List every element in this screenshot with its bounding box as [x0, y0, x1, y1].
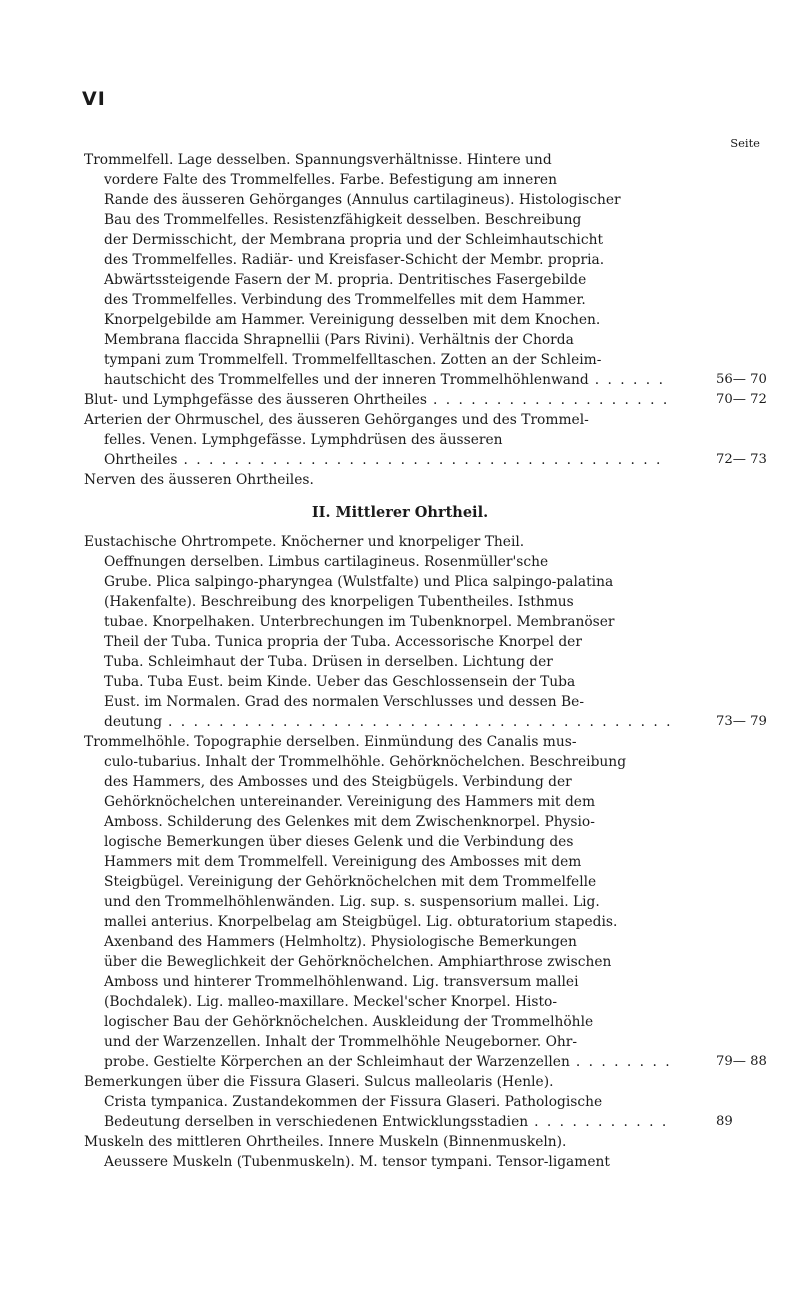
toc-line [84, 1072, 756, 1092]
toc-line [84, 1012, 756, 1032]
toc-line [84, 150, 756, 170]
toc-line-text: Trommelfell. Lage desselben. Spannungsverhältnisse. Hintere und [84, 152, 552, 168]
toc-line-text: felles. Venen. Lymphgefässe. Lymphdrüsen des äusseren [104, 432, 503, 448]
toc-line-text: Tuba. Schleimhaut der Tuba. Drüsen in derselben. Lichtung der [104, 654, 553, 670]
toc-line-text: Eust. im Normalen. Grad des normalen Verschlusses und dessen Be- [104, 694, 585, 710]
toc-line [84, 552, 756, 572]
page-range: 70— 72 [716, 392, 767, 407]
toc-line [84, 450, 767, 470]
toc-line [84, 592, 756, 612]
toc-line [84, 792, 756, 812]
toc-line [84, 852, 756, 872]
toc-line [84, 1112, 756, 1132]
toc-line [84, 430, 756, 450]
toc-line-text: (Bochdalek). Lig. malleo-maxillare. Meckel'scher Knorpel. Histo- [104, 994, 558, 1010]
toc-line [84, 230, 756, 250]
toc-line [84, 1132, 756, 1152]
toc-line [84, 1032, 756, 1052]
toc-line [84, 370, 767, 390]
toc-line [84, 972, 756, 992]
toc-line [84, 952, 756, 972]
page-number: VI [82, 88, 106, 110]
leader-dots [534, 1112, 670, 1132]
toc-line-text: des Trommelfelles. Verbindung des Trommelfelles mit dem Hammer. [104, 292, 586, 308]
toc-line-text: Oeffnungen derselben. Limbus cartilagineus. Rosenmüller'sche [104, 554, 549, 570]
toc-line-text: Amboss und hinterer Trommelhöhlenwand. Lig. transversum mallei [104, 974, 579, 990]
toc-line [84, 732, 756, 752]
toc-line [84, 532, 756, 552]
leader-dots [168, 712, 670, 732]
toc-line-text: Bau des Trommelfelles. Resistenzfähigkeit desselben. Beschreibung [104, 212, 582, 228]
toc-line [84, 470, 756, 490]
toc-line [84, 290, 756, 310]
toc-line-text: Eustachische Ohrtrompete. Knöcherner und knorpeliger Theil. [84, 534, 525, 550]
toc-line-text: deutung [104, 714, 163, 730]
leader-dots [576, 1052, 670, 1072]
toc-line-text: Bemerkungen über die Fissura Glaseri. Sulcus malleolaris (Henle). [84, 1074, 554, 1090]
leader-dots [183, 450, 670, 470]
page-column-label: Seite [730, 136, 760, 150]
toc-line-text: Tuba. Tuba Eust. beim Kinde. Ueber das Geschlossensein der Tuba [104, 674, 576, 690]
toc-line-text: über die Beweglichkeit der Gehörknöchelchen. Amphiarthrose zwischen [104, 954, 612, 970]
toc-line [84, 872, 756, 892]
toc-line [84, 390, 767, 410]
toc-line [84, 612, 756, 632]
toc-line-text: logische Bemerkungen über dieses Gelenk und die Verbindung des [104, 834, 574, 850]
toc-line-text: vordere Falte des Trommelfelles. Farbe. Befestigung am inneren [104, 172, 557, 188]
toc-line [84, 712, 767, 732]
toc-block-middle-ear [84, 532, 767, 1172]
leader-dots [433, 390, 670, 410]
toc-line-text: Bedeutung derselben in verschiedenen Entwicklungsstadien [104, 1114, 529, 1130]
toc-line-text: tubae. Knorpelhaken. Unterbrechungen im Tubenknorpel. Membranöser [104, 614, 615, 630]
toc-block-outer-ear [84, 150, 767, 490]
toc-line [84, 752, 756, 772]
toc-line-text: Steigbügel. Vereinigung der Gehörknöchelchen mit dem Trommelfelle [104, 874, 597, 890]
toc-line-text: der Dermisschicht, der Membrana propria und der Schleimhautschicht [104, 232, 604, 248]
toc-line-text: Arterien der Ohrmuschel, des äusseren Gehörganges und des Trommel- [84, 412, 589, 428]
toc-line [84, 330, 756, 350]
toc-line [84, 310, 756, 330]
toc-line [84, 652, 756, 672]
toc-line-text: Crista tympanica. Zustandekommen der Fissura Glaseri. Pathologische [104, 1094, 603, 1110]
toc-line-text: Grube. Plica salpingo-pharyngea (Wulstfalte) und Plica salpingo-palatina [104, 574, 614, 590]
section-heading: II. Mittlerer Ohrtheil. [311, 504, 489, 521]
toc-line [84, 250, 756, 270]
toc-line-text: Ohrtheiles [104, 452, 178, 468]
toc-line-text: Blut- und Lymphgefässe des äusseren Ohrtheiles [84, 392, 427, 408]
toc-line [84, 892, 756, 912]
toc-line [84, 210, 756, 230]
toc-line [84, 932, 756, 952]
toc-line [84, 672, 756, 692]
toc-line-text: Axenband des Hammers (Helmholtz). Physiologische Bemerkungen [104, 934, 577, 950]
toc-line-text: Trommelhöhle. Topographie derselben. Einmündung des Canalis mus- [84, 734, 577, 750]
toc-line-text: Theil der Tuba. Tunica propria der Tuba. Accessorische Knorpel der [104, 634, 582, 650]
toc-line [84, 772, 756, 792]
toc-line-text: logischer Bau der Gehörknöchelchen. Auskleidung der Trommelhöhle [104, 1014, 594, 1030]
toc-line-text: Nerven des äusseren Ohrtheiles. [84, 472, 314, 488]
toc-line-text: Gehörknöchelchen untereinander. Vereinigung des Hammers mit dem [104, 794, 596, 810]
toc-line [84, 190, 756, 210]
toc-line-text: Membrana flaccida Shrapnellii (Pars Rivini). Verhältnis der Chorda [104, 332, 574, 348]
toc-line-text: Muskeln des mittleren Ohrtheiles. Innere Muskeln (Binnenmuskeln). [84, 1134, 567, 1150]
toc-line-text: Hammers mit dem Trommelfell. Vereinigung des Ambosses mit dem [104, 854, 582, 870]
toc-line-text: mallei anterius. Knorpelbelag am Steigbügel. Lig. obturatorium stapedis. [104, 914, 618, 930]
page-range: 89 [716, 1114, 733, 1129]
toc-line [84, 912, 756, 932]
toc-line-text: Knorpelgebilde am Hammer. Vereinigung desselben mit dem Knochen. [104, 312, 601, 328]
toc-line-text: Aeussere Muskeln (Tubenmuskeln). M. tensor tympani. Tensor-ligament [104, 1154, 610, 1170]
toc-line-text: (Hakenfalte). Beschreibung des knorpeligen Tubentheiles. Isthmus [104, 594, 574, 610]
page-range: 79— 88 [716, 1054, 767, 1069]
toc-line-text: und den Trommelhöhlenwänden. Lig. sup. s. suspensorium mallei. Lig. [104, 894, 600, 910]
toc-line-text: des Trommelfelles. Radiär- und Kreisfaser-Schicht der Membr. propria. [104, 252, 605, 268]
toc-line-text: Rande des äusseren Gehörganges (Annulus cartilagineus). Histologischer [104, 192, 621, 208]
toc-line-text: hautschicht des Trommelfelles und der inneren Trommelhöhlenwand [104, 372, 589, 388]
page-range: 56— 70 [716, 372, 767, 387]
toc-line [84, 170, 756, 190]
page-range: 72— 73 [716, 452, 767, 467]
toc-line [84, 1152, 756, 1172]
toc-line-text: Amboss. Schilderung des Gelenkes mit dem Zwischenknorpel. Physio- [104, 814, 595, 830]
toc-line [84, 692, 756, 712]
toc-line-text: Abwärtssteigende Fasern der M. propria. Dentritisches Fasergebilde [104, 272, 587, 288]
toc-line [84, 572, 756, 592]
toc-line [84, 1052, 767, 1072]
toc-line [84, 410, 756, 430]
toc-line [84, 832, 756, 852]
leader-dots [595, 370, 670, 390]
page-range: 73— 79 [716, 714, 767, 729]
toc-line [84, 992, 756, 1012]
toc-line [84, 350, 756, 370]
toc-line-text: tympani zum Trommelfell. Trommelfelltaschen. Zotten an der Schleim- [104, 352, 602, 368]
toc-line-text: und der Warzenzellen. Inhalt der Trommelhöhle Neugeborner. Ohr- [104, 1034, 578, 1050]
toc-line-text: culo-tubarius. Inhalt der Trommelhöhle. Gehörknöchelchen. Beschreibung [104, 754, 627, 770]
toc-line [84, 632, 756, 652]
toc-line [84, 812, 756, 832]
toc-line [84, 1092, 756, 1112]
toc-line-text: probe. Gestielte Körperchen an der Schleimhaut der Warzenzellen [104, 1054, 570, 1070]
toc-line [84, 270, 756, 290]
toc-line-text: des Hammers, des Ambosses und des Steigbügels. Verbindung der [104, 774, 572, 790]
